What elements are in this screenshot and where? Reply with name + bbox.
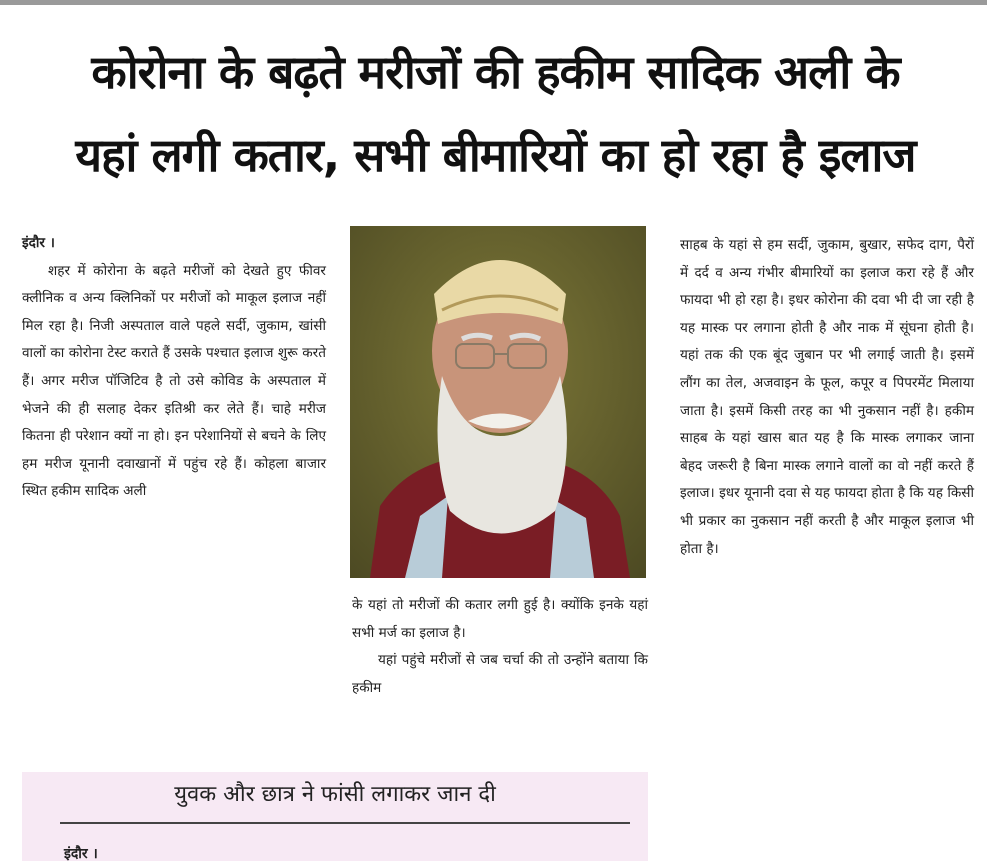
portrait-illustration [350, 226, 646, 578]
article-right-column [680, 232, 974, 563]
middle-column-text-2: यहां पहुंचे मरीजों से जब चर्चा की तो उन्होंने बताया कि हकीम [352, 652, 648, 696]
top-border-rule [0, 0, 987, 5]
sidebar-story-divider [60, 822, 630, 824]
article-left-column [22, 230, 326, 506]
middle-column-text-1: के यहां तो मरीजों की कतार लगी हुई है। क्योंकि इनके यहां सभी मर्ज का इलाज है। [352, 597, 648, 641]
sidebar-story-box [22, 772, 648, 861]
headline-line-2: यहां लगी कतार, सभी बीमारियों का हो रहा है इलाज [75, 128, 916, 182]
headline-line-1: कोरोना के बढ़ते मरीजों की हकीम सादिक अली के [91, 45, 900, 99]
right-column-text: साहब के यहां से हम सर्दी, जुकाम, बुखार, सफेद दाग, पैरों में दर्द व अन्य गंभीर बीमारियों का इलाज करा रहे हैं और फायदा भी हो रहा है। इधर कोरोना की दवा भी दी जा रही है यह मास्क पर लगाना होती है और नाक में सूंघना होती है। यहां तक की एक बूंद जुबान पर भी लगाई जाती है। इसमें लौंग का तेल, अजवाइन के फूल, कपूर व पिपरमेंट मिलाया जाता है। इसमें किसी तरह का भी नुकसान नहीं है। हकीम साहब के यहां खास बात यह है कि मास्क लगाकर जाना बेहद जरूरी है बिना मास्क लगाने वालों का वो नहीं करते हैं इलाज। इधर यूनानी दवा से यह फायदा होता है कि यह किसी भी प्रकार का नुकसान नहीं करती है और माकूल इलाज भी होता है। [680, 237, 974, 557]
dateline: इंदौर । [22, 235, 55, 251]
article-middle-column [352, 592, 648, 702]
sidebar-story-dateline: इंदौर । [64, 846, 98, 861]
left-column-text: शहर में कोरोना के बढ़ते मरीजों को देखते हुए फीवर क्लीनिक व अन्य क्लिनिकों पर मरीजों को माकूल इलाज नहीं मिल रहा है। निजी अस्पताल वाले पहले सर्दी, जुकाम, खांसी वालों का कोरोना टेस्ट कराते हैं उसके पश्चात इलाज शुरू करते हैं। अगर मरीज पॉजिटिव है तो उसे कोविड के अस्पताल में भेजने की ही सलाह देकर इतिश्री कर लेते हैं। चाहे मरीज कितना ही परेशान क्यों ना हो। इन परेशानियों से बचने के लिए हम मरीज यूनानी दवाखानों में पहुंच रहे हैं। कोहला बाजार स्थित हकीम सादिक अली [22, 262, 326, 500]
sidebar-story-title: युवक और छात्र ने फांसी लगाकर जान दी [174, 782, 496, 807]
hakeem-photo [350, 226, 646, 578]
